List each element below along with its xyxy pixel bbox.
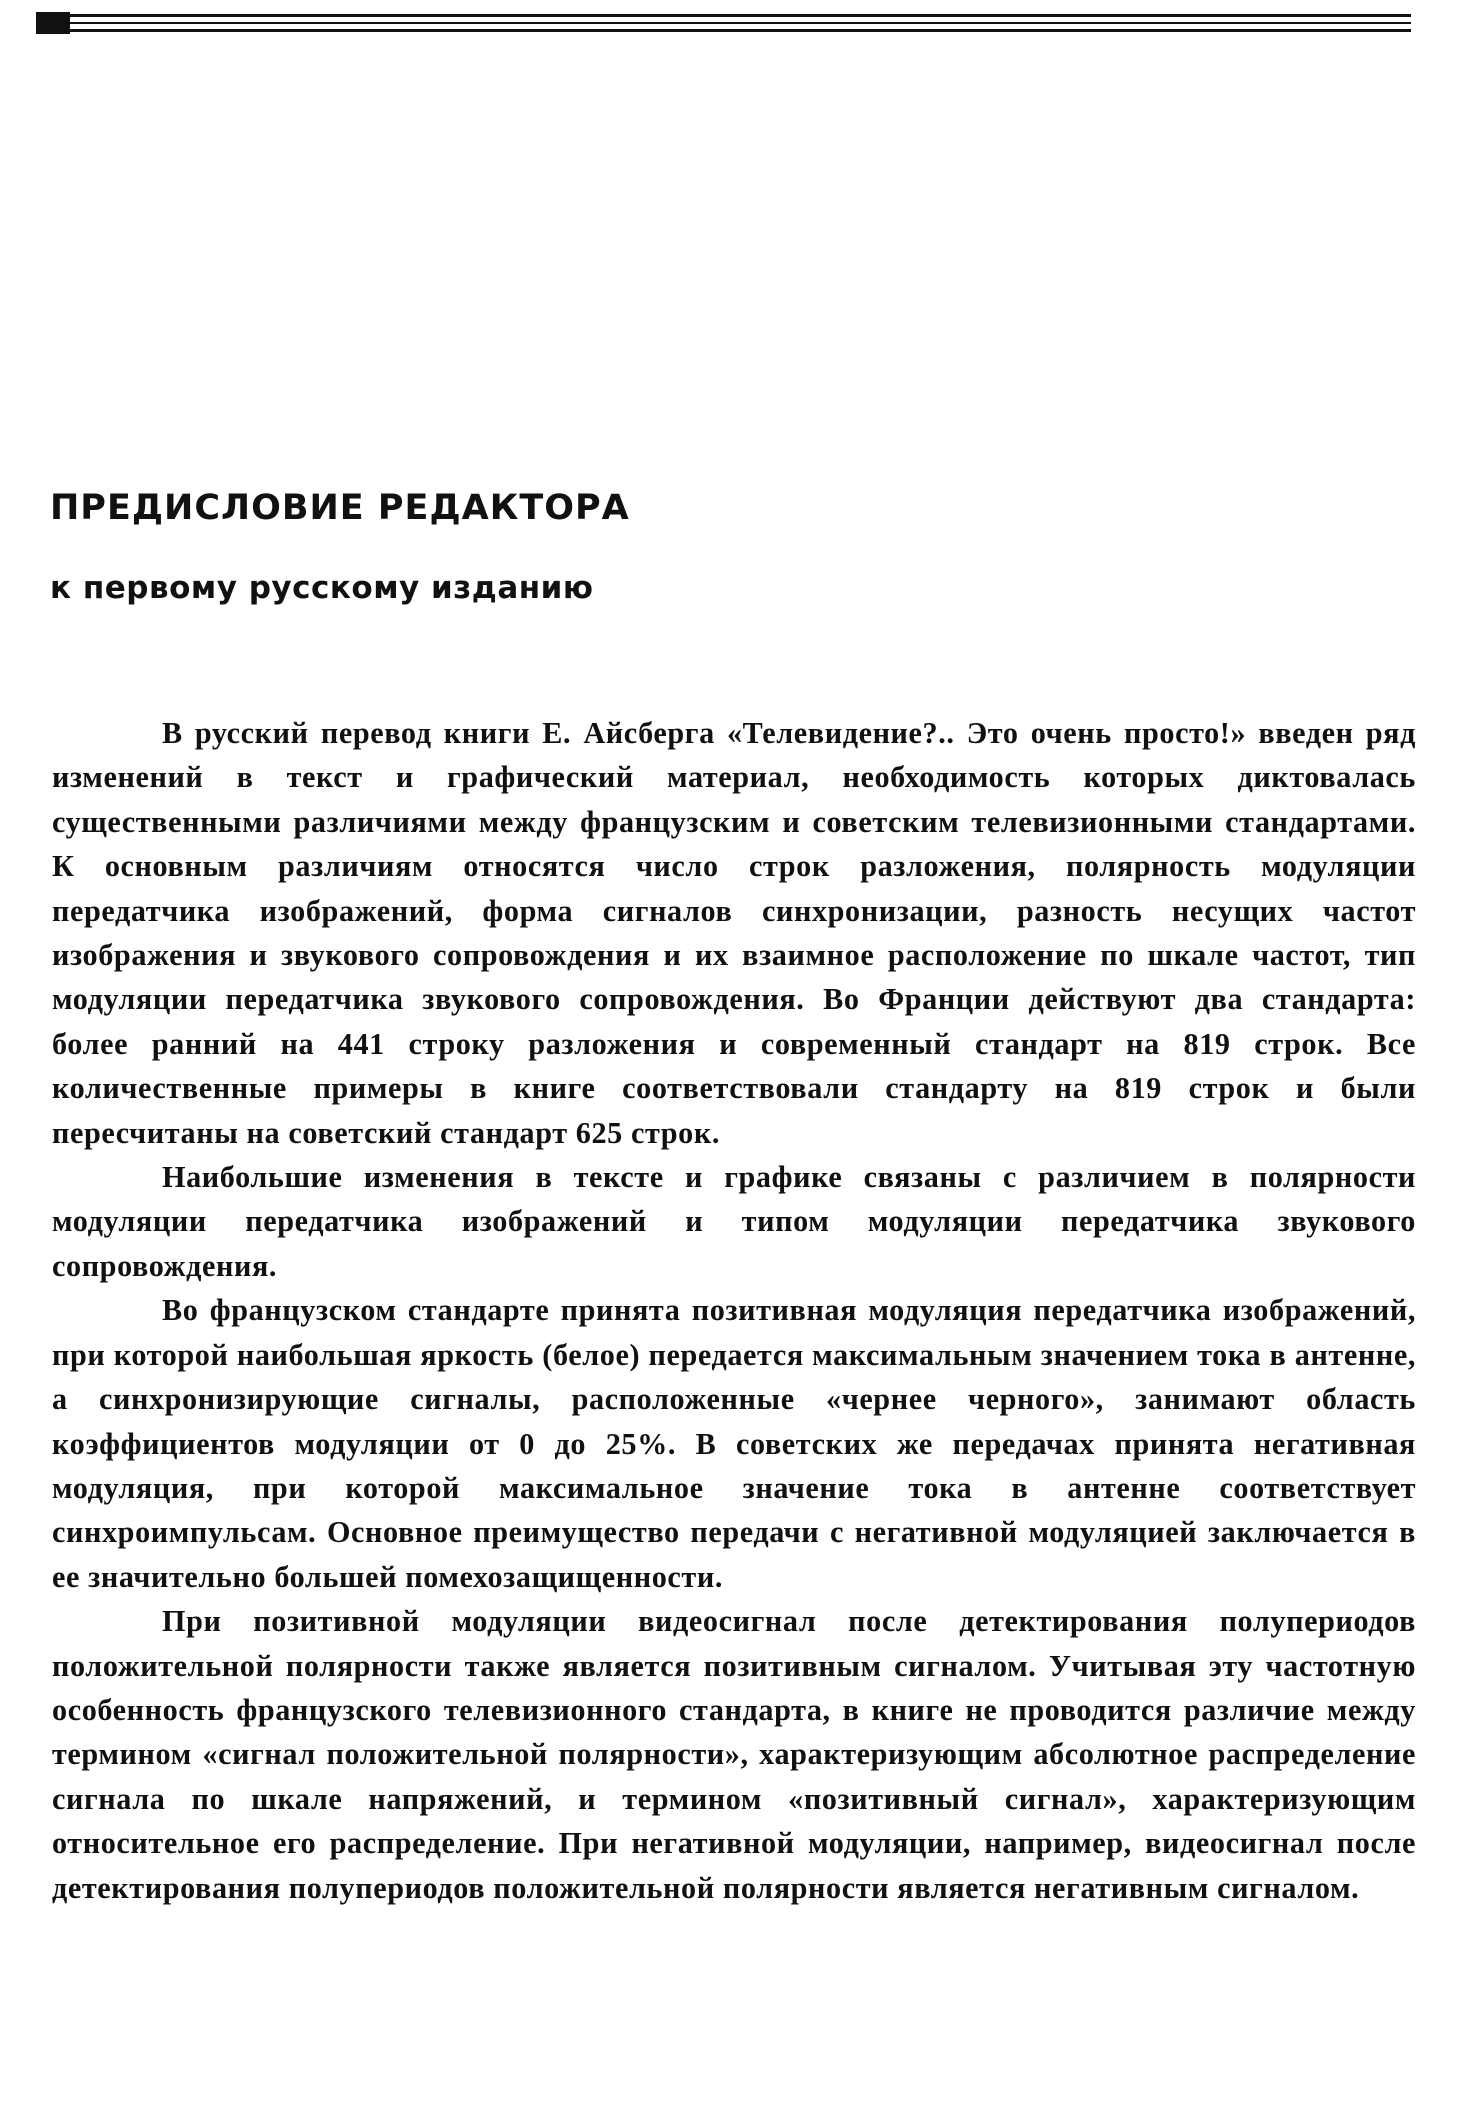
body-text: [52, 711, 1416, 1910]
paragraph: При позитивной модуляции видеосигнал после детектирования полупериодов положительной полярности также является позитивным сигналом. Учитывая эту частотную особенность французского телевизионного стандарта, в книге не проводится различие между термином «сигнал положительной полярности», характеризующим абсолютное распределение сигнала по шкале напряжений, и термином «позитивный сигнал», характеризующим относительное его распределение. При негативной модуляции, например, видеосигнал после детектирования полупериодов положительной полярности является негативным сигналом.: [52, 1604, 1416, 1905]
paragraph: Наибольшие изменения в тексте и графике связаны с различием в полярности модуляции передатчика изображений и типом модуляции передатчика звукового сопровождения.: [52, 1160, 1416, 1283]
paragraph: Во французском стандарте принята позитивная модуляция передатчика изображений, при которой наибольшая яркость (белое) передается максимальным значением тока в антенне, а синхронизирующие сигналы, расположенные «чернее черного», занимают область коэффициентов модуляции от 0 до 25%. В советских же передачах принята негативная модуляция, при которой максимальное значение тока в антенне соответствует синхроимпульсам. Основное преимущество передачи с негативной модуляцией заключается в ее значительно большей помехозащищенности.: [52, 1293, 1416, 1594]
page-subtitle: к первому русскому изданию: [50, 570, 594, 606]
header-rule: [38, 12, 1411, 34]
paragraph: В русский перевод книги Е. Айсберга «Телевидение?.. Это очень просто!» введен ряд изменений в текст и графический материал, необходимость которых диктовалась существенными различиями между французским и советским телевизионными стандартами. К основным различиям относятся число строк разложения, полярность модуляции передатчика изображений, форма сигналов синхронизации, разность несущих частот изображения и звукового сопровождения и их взаимное расположение по шкале частот, тип модуляции передатчика звукового сопровождения. Во Франции действуют два стандарта: более ранний на 441 строку разложения и современный стандарт на 819 строк. Все количественные примеры в книге соответствовали стандарту на 819 строк и были пересчитаны на советский стандарт 625 строк.: [52, 716, 1416, 1150]
rule-line: [38, 14, 1411, 17]
rule-line: [38, 29, 1411, 32]
page-title: ПРЕДИСЛОВИЕ РЕДАКТОРА: [50, 488, 630, 528]
rule-line: [38, 22, 1411, 24]
